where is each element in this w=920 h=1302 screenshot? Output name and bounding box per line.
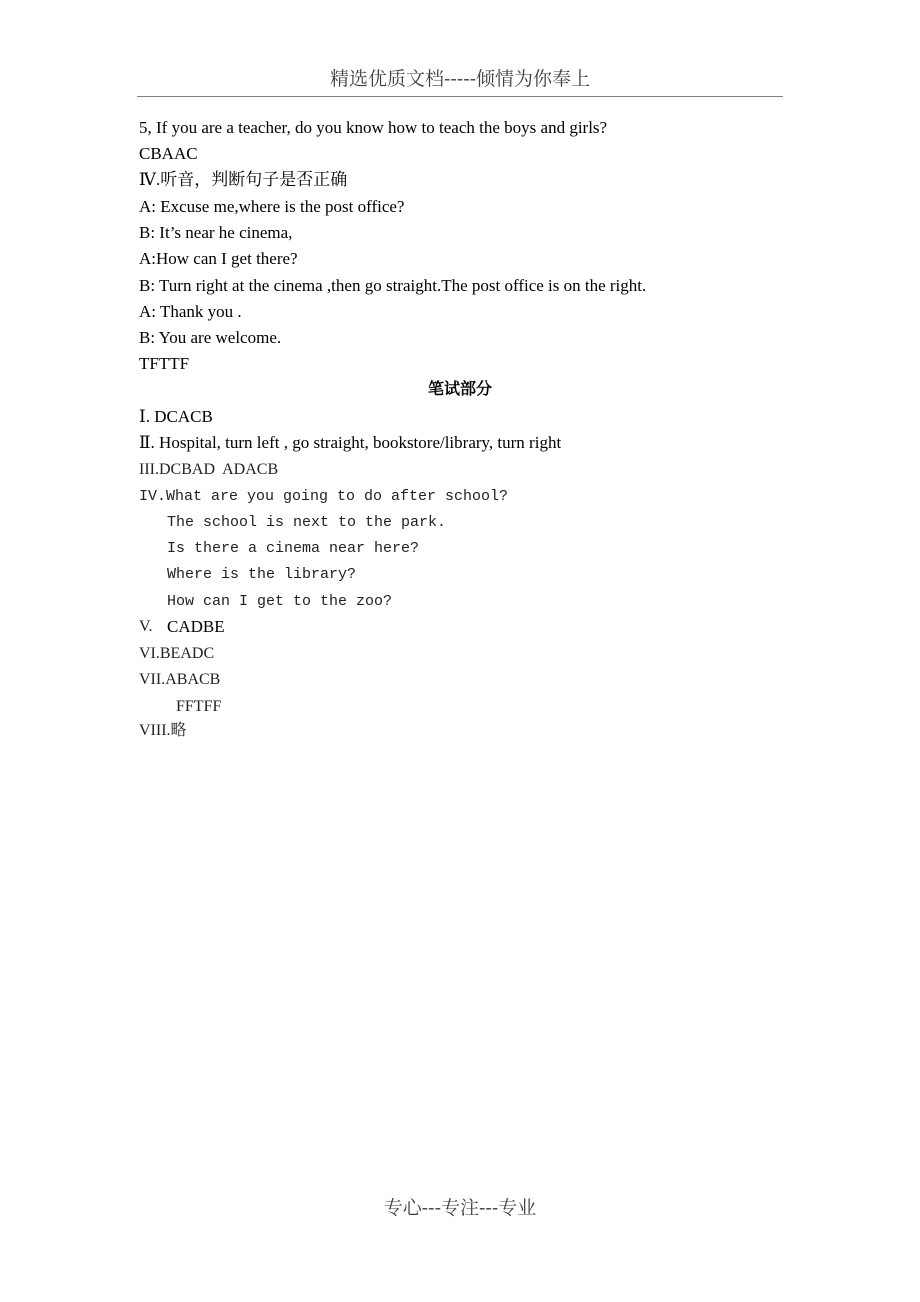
written-answer-6: VI.BEADC xyxy=(139,645,215,662)
written-answer-4-line: IV.What are you going to do after school? xyxy=(139,488,509,505)
written-answer-4-line: How can I get to the zoo? xyxy=(167,593,393,610)
written-answer-4-line: The school is next to the park. xyxy=(167,514,447,531)
written-answer-3: III.DCBAD ADACB xyxy=(139,461,279,478)
written-answer-2: Ⅱ. Hospital, turn left , go straight, bookstore/library, turn right xyxy=(139,433,562,452)
dialogue-line: B: You are welcome. xyxy=(139,328,282,347)
dialogue-line: B: Turn right at the cinema ,then go straight.The post office is on the right. xyxy=(139,276,647,295)
dialogue-line: A:How can I get there? xyxy=(139,249,298,268)
written-answer-5: CADBE xyxy=(167,617,225,636)
written-answer-8: VIII.略 xyxy=(139,722,187,739)
written-answer-1: Ⅰ. DCACB xyxy=(139,407,213,426)
dialogue-line: A: Excuse me,where is the post office? xyxy=(139,197,405,216)
dialogue-line: A: Thank you . xyxy=(139,302,242,321)
dialogue-line: B: It’s near he cinema, xyxy=(139,223,293,242)
listening-answers-4: TFTTF xyxy=(139,354,190,373)
written-answer-4-line: Is there a cinema near here? xyxy=(167,540,420,557)
page-header: 精选优质文档-----倾情为你奉上 xyxy=(137,64,783,97)
written-answer-5-label: V. xyxy=(139,618,153,635)
written-answer-4-line: Where is the library? xyxy=(167,566,357,583)
written-answer-7: VII.ABACB xyxy=(139,671,221,688)
listening-question-5: 5, If you are a teacher, do you know how to teach the boys and girls? xyxy=(139,118,608,137)
listening-section-4-title: Ⅳ.听音，判断句子是否正确 xyxy=(139,170,348,189)
listening-answers-3: CBAAC xyxy=(139,144,198,163)
written-answer-7-tf: FFTFF xyxy=(176,698,222,715)
page-footer: 专心---专注---专业 xyxy=(383,1197,537,1219)
written-section-title: 笔试部分 xyxy=(427,379,492,398)
